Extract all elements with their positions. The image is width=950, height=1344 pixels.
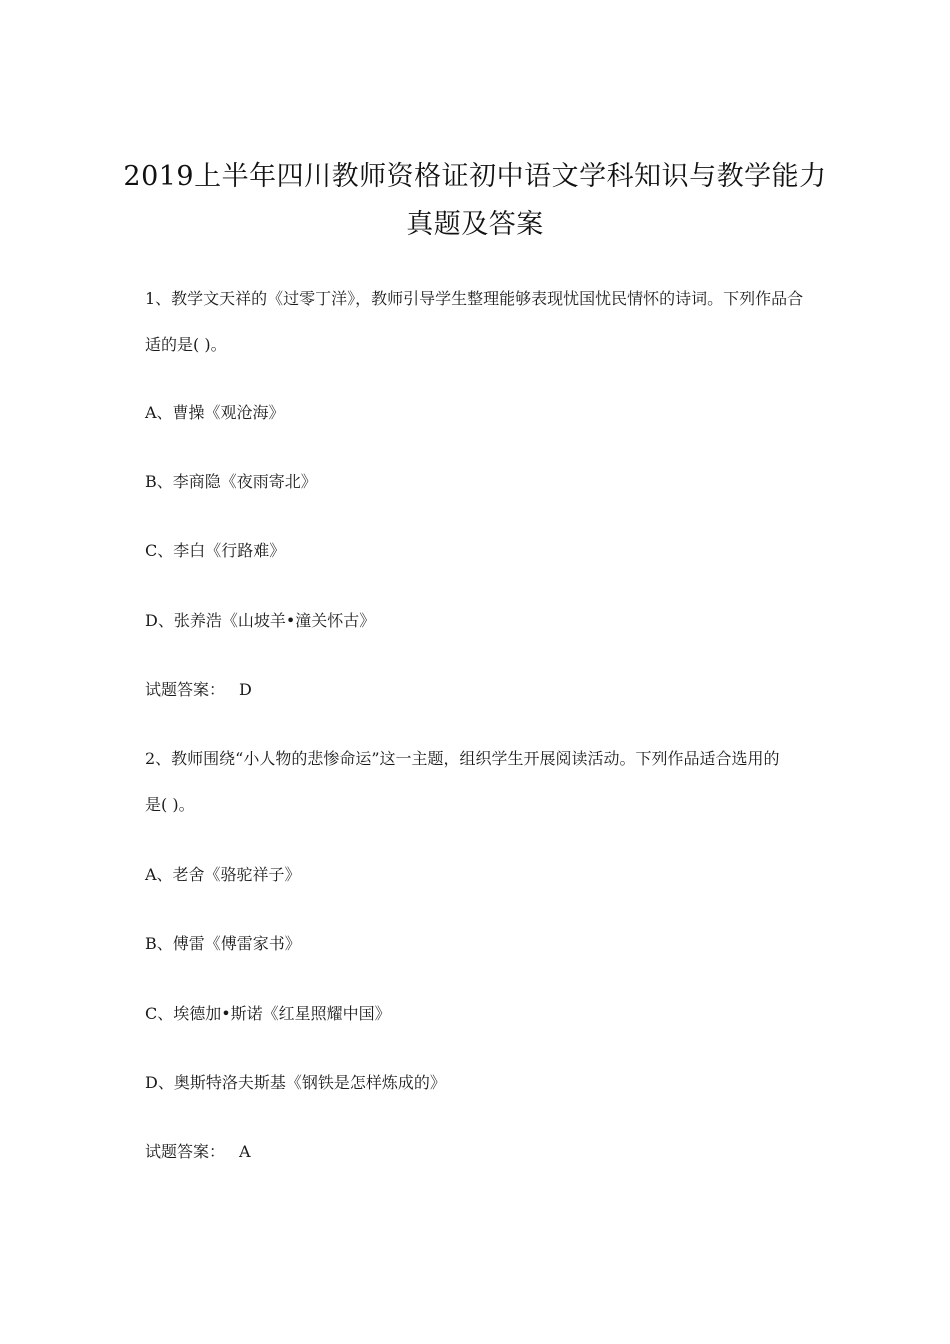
question-2-answer — [145, 1141, 825, 1163]
answer-value: D — [239, 680, 252, 699]
document-title-line-2: 真题及答案 — [406, 209, 544, 240]
question-2-option-d: D、奥斯特洛夫斯基《钢铁是怎样炼成的》 — [145, 1073, 446, 1092]
question-1-stem-line-1: 1、教学文天祥的《过零丁洋》，教师引导学生整理能够表现忧国忧民情怀的诗词。下列作品合 — [145, 289, 804, 308]
question-1-answer — [145, 679, 825, 701]
document-title-line-1: 2019上半年四川教师资格证初中语文学科知识与教学能力 — [123, 161, 827, 192]
answer-value: A — [239, 1142, 251, 1161]
question-1-stem-line-2: 适的是( )。 — [145, 335, 227, 354]
answer-label: 试题答案： — [145, 1142, 226, 1161]
question-2-option-b: B、傅雷《傅雷家书》 — [145, 934, 301, 953]
question-1-option-b: B、李商隐《夜雨寄北》 — [145, 472, 317, 491]
question-1-option-c: C、李白《行路难》 — [145, 541, 286, 560]
question-2-option-c: C、埃德加•斯诺《红星照耀中国》 — [145, 1004, 391, 1023]
question-2-stem-line-1: 2、教师围绕“小人物的悲惨命运”这一主题，组织学生开展阅读活动。下列作品适合选用的 — [145, 749, 780, 768]
answer-label: 试题答案： — [145, 680, 226, 699]
question-1-option-d: D、张养浩《山坡羊•潼关怀古》 — [145, 611, 376, 630]
question-1-option-a: A、曹操《观沧海》 — [145, 403, 285, 422]
question-2-stem-line-2: 是( )。 — [145, 795, 195, 814]
question-2-option-a: A、老舍《骆驼祥子》 — [145, 865, 301, 884]
